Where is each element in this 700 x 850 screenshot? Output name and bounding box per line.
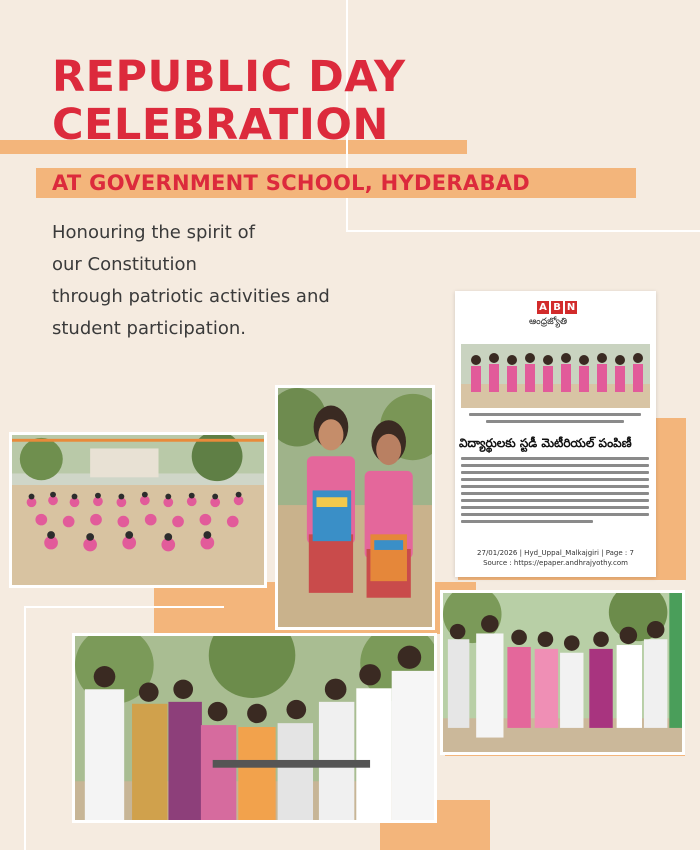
newspaper-photo (461, 344, 650, 408)
photo-students-assembly (9, 432, 267, 588)
description-line: student participation. (52, 318, 247, 339)
page-subtitle: AT GOVERNMENT SCHOOL, HYDERABAD (52, 171, 531, 195)
newspaper-clipping (455, 291, 656, 577)
description-line: our Constitution (52, 254, 197, 275)
photo-group-dignitaries (72, 633, 437, 823)
newspaper-photo-caption (469, 413, 641, 431)
newspaper-source-line: 27/01/2026 | Hyd_Uppal_Malkajgiri | Page : 7 (477, 549, 634, 557)
newspaper-headline: విద్యార్థులకు స్టడీ మెటీరియల్ పంపిణీ (459, 436, 632, 450)
abn-logo (537, 301, 577, 314)
white-frame-line (24, 606, 224, 608)
newspaper-masthead: ఆంధ్రజ్యోతి (529, 317, 568, 327)
page-title-line1: REPUBLIC DAY (52, 52, 406, 102)
logo-letter: N (566, 302, 576, 313)
page-title-line2: CELEBRATION (52, 100, 389, 150)
description-line: Honouring the spirit of (52, 222, 255, 243)
photo-girls-with-books (275, 385, 435, 630)
photo-book-distribution (440, 590, 685, 755)
description-line: through patriotic activities and (52, 286, 330, 307)
logo-letter: B (551, 301, 563, 314)
newspaper-source-url: Source : https://epaper.andhrajyothy.com (483, 559, 628, 567)
description (52, 217, 402, 345)
newspaper-article-body (461, 457, 649, 527)
white-frame-line (24, 606, 26, 850)
logo-letter: A (537, 301, 549, 314)
